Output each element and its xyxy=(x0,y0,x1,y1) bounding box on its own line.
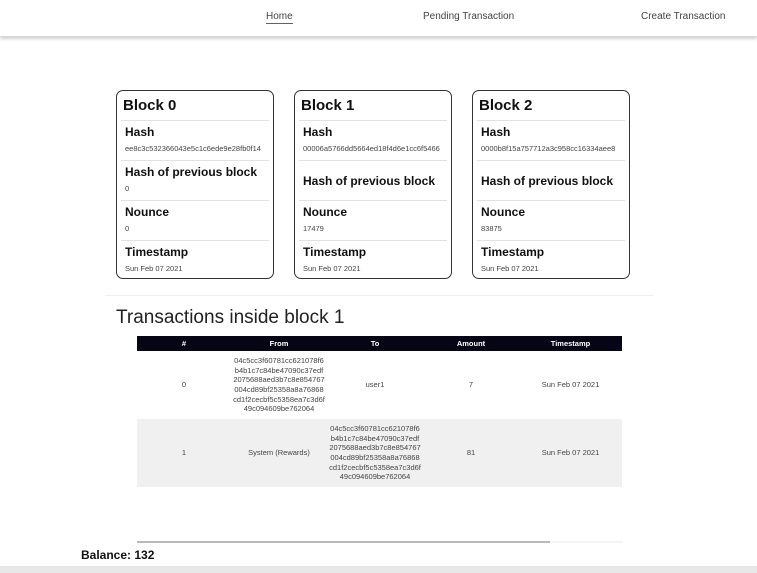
tx-from: System (Rewards) xyxy=(231,419,327,487)
tx-index: 0 xyxy=(137,351,231,419)
block-nonce-field xyxy=(477,201,625,241)
block-nonce-value: 83875 xyxy=(481,224,502,233)
block-card-2[interactable] xyxy=(472,90,630,279)
block-nonce-value: 0 xyxy=(125,224,130,233)
column-header-amount: Amount xyxy=(423,336,519,351)
tx-timestamp: Sun Feb 07 2021 xyxy=(519,351,622,419)
column-header-index: # xyxy=(137,336,231,351)
field-label: Hash of previous block xyxy=(125,165,258,179)
block-card-0[interactable] xyxy=(116,90,274,279)
block-prev-hash-field xyxy=(299,161,447,201)
tx-index: 1 xyxy=(137,419,231,487)
field-label: Hash xyxy=(303,125,333,139)
field-label: Timestamp xyxy=(125,245,189,259)
field-label: Nounce xyxy=(303,205,348,219)
tx-amount: 81 xyxy=(423,419,519,487)
block-hash-value: ee8c3c532366043e5c1c6ede9e28fb0f14 xyxy=(125,144,261,153)
block-title: Block 0 xyxy=(121,95,269,121)
transactions-title: Transactions inside block 1 xyxy=(116,307,345,328)
field-label: Hash of previous block xyxy=(481,174,614,188)
tx-to: 04c5cc3f60781cc621078f6b4b1c7c84be47090c37edf2075688aed3b7c8e854767004cd89bf25358a8a76868cd1f2cecbf5c5358ea7c3d6f49c094609be762064 xyxy=(329,423,421,482)
tx-from-cell xyxy=(231,351,327,419)
block-timestamp-field xyxy=(121,241,269,279)
block-hash-field xyxy=(299,121,447,161)
field-label: Timestamp xyxy=(481,245,545,259)
balance-label: Balance: xyxy=(81,548,132,562)
field-label: Hash xyxy=(125,125,155,139)
field-label: Hash xyxy=(481,125,511,139)
block-timestamp-value: Sun Feb 07 2021 xyxy=(125,264,183,273)
balance-display xyxy=(81,548,154,562)
nav-link-pending-transaction[interactable]: Pending Transaction xyxy=(423,11,515,22)
block-nonce-field xyxy=(121,201,269,241)
section-divider xyxy=(105,295,653,296)
tx-to: user1 xyxy=(327,351,423,419)
block-hash-value: 0000b8f15a757712a3c958cc16334aee8 xyxy=(481,144,616,153)
top-navbar xyxy=(0,0,757,37)
field-label: Nounce xyxy=(125,205,170,219)
block-title: Block 1 xyxy=(299,95,447,121)
block-prev-hash-value: 0 xyxy=(125,184,130,193)
block-prev-hash-field xyxy=(477,161,625,201)
block-title: Block 2 xyxy=(477,95,625,121)
table-header-row xyxy=(137,336,622,351)
nav-link-create-transaction[interactable]: Create Transaction xyxy=(641,11,726,22)
field-label: Hash of previous block xyxy=(303,174,436,188)
tx-timestamp: Sun Feb 07 2021 xyxy=(519,419,622,487)
block-nonce-value: 17479 xyxy=(303,224,324,233)
window-bottom-bar xyxy=(0,566,757,573)
tx-from: 04c5cc3f60781cc621078f6b4b1c7c84be47090c37edf2075688aed3b7c8e854767004cd89bf25358a8a76868cd1f2cecbf5c5358ea7c3d6f49c094609be762064 xyxy=(233,355,325,414)
tx-to-cell xyxy=(327,419,423,487)
balance-value: 132 xyxy=(134,548,155,562)
block-timestamp-field xyxy=(477,241,625,279)
field-label: Nounce xyxy=(481,205,526,219)
transactions-table xyxy=(137,336,622,487)
field-label: Timestamp xyxy=(303,245,367,259)
block-timestamp-value: Sun Feb 07 2021 xyxy=(481,264,539,273)
column-header-from: From xyxy=(231,336,327,351)
block-timestamp-value: Sun Feb 07 2021 xyxy=(303,264,361,273)
nav-link-home[interactable]: Home xyxy=(266,11,293,22)
table-row xyxy=(137,351,622,419)
block-hash-field xyxy=(477,121,625,161)
tx-amount: 7 xyxy=(423,351,519,419)
column-header-timestamp: Timestamp xyxy=(519,336,622,351)
block-hash-field xyxy=(121,121,269,161)
block-hash-value: 00006a5766dd5664ed18f4d6e1cc6f5466 xyxy=(303,144,440,153)
horizontal-scrollbar-thumb[interactable] xyxy=(137,541,550,543)
block-timestamp-field xyxy=(299,241,447,279)
block-card-1[interactable] xyxy=(294,90,452,279)
column-header-to: To xyxy=(327,336,423,351)
block-prev-hash-field xyxy=(121,161,269,201)
table-row xyxy=(137,419,622,487)
block-nonce-field xyxy=(299,201,447,241)
